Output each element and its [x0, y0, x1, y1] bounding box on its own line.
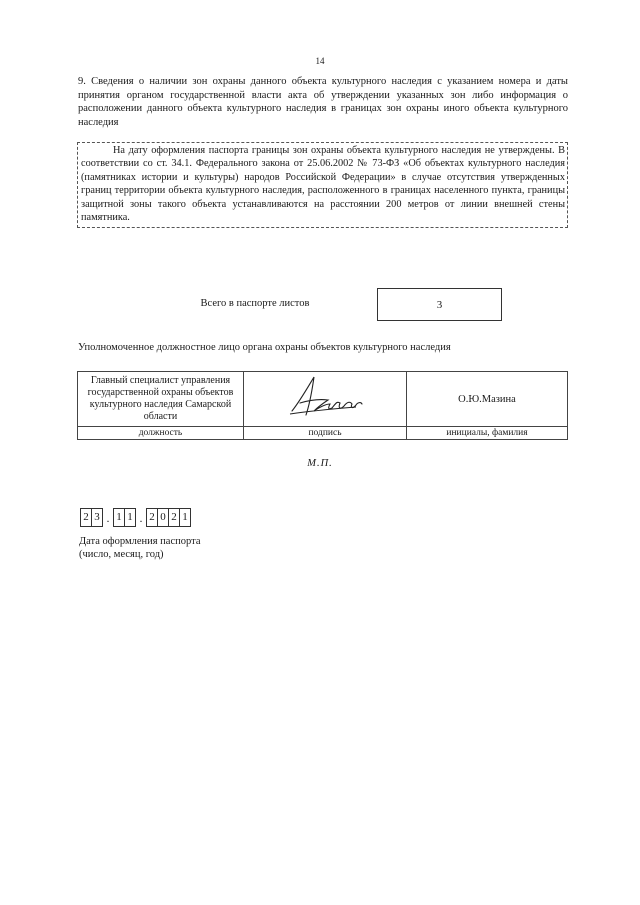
total-sheets-box [377, 288, 502, 321]
date-caption-line-1: Дата оформления паспорта [79, 536, 201, 547]
total-sheets-label: Всего в паспорте листов [200, 298, 310, 309]
date-separator: . [139, 511, 143, 525]
stamp-placeholder: М.П. [307, 458, 333, 469]
date-caption-line-2: (число, месяц, год) [79, 549, 164, 560]
official-name: О.Ю.Мазина [458, 393, 516, 405]
date-boxes [80, 507, 191, 527]
position-text: Главный специалист управления государственной охраны объектов культурного наследия Самарской области [87, 375, 234, 422]
date-year-digit: 2 [169, 508, 180, 527]
protection-zones-info-text: На дату оформления паспорта границы зон охраны объекта культурного наследия не утверждены. В соответствии со ст. 34.1. Федерального закона от 25.06.2002 № 73-ФЗ «Об объектах культурного наследия (памятниках истории и культуры) народов Российской Федерации» в случае отсутствия утвержденных границ территории объекта культурного наследия, расположенного в границах населенного пункта, границы защитной зоны такого объекта устанавливаются на расстоянии 200 метров от линии внешней стены памятника. [81, 145, 565, 224]
total-sheets-value: 3 [436, 298, 443, 311]
date-separator: . [106, 511, 110, 525]
signature-caption: подпись [244, 427, 407, 440]
position-caption: должность [78, 427, 244, 440]
date-caption [79, 535, 200, 561]
handwritten-signature [270, 373, 380, 423]
date-day-digit: 3 [92, 508, 103, 527]
date-month-digit: 1 [113, 508, 125, 527]
protection-zones-info-box [77, 142, 568, 228]
page-number: 14 [315, 56, 325, 66]
name-caption: инициалы, фамилия [407, 427, 568, 440]
date-month-digit: 1 [125, 508, 136, 527]
section-9-heading: 9. Сведения о наличии зон охраны данного объекта культурного наследия с указанием номера и даты принятия органом государственной власти акта об утверждении указанных зон либо информация о расположении данного объекта культурного наследия в границах зон охраны иного объекта культурного наследия [78, 76, 568, 128]
date-year-digit: 0 [158, 508, 169, 527]
authorized-official-title: Уполномоченное должностное лицо органа охраны объектов культурного наследия [78, 342, 451, 353]
signature-table [77, 371, 568, 440]
name-cell [407, 372, 568, 427]
date-year-digit: 1 [180, 508, 191, 527]
signature-cell [244, 372, 407, 427]
date-year-digit: 2 [146, 508, 158, 527]
date-day-digit: 2 [80, 508, 92, 527]
position-cell [78, 372, 244, 427]
